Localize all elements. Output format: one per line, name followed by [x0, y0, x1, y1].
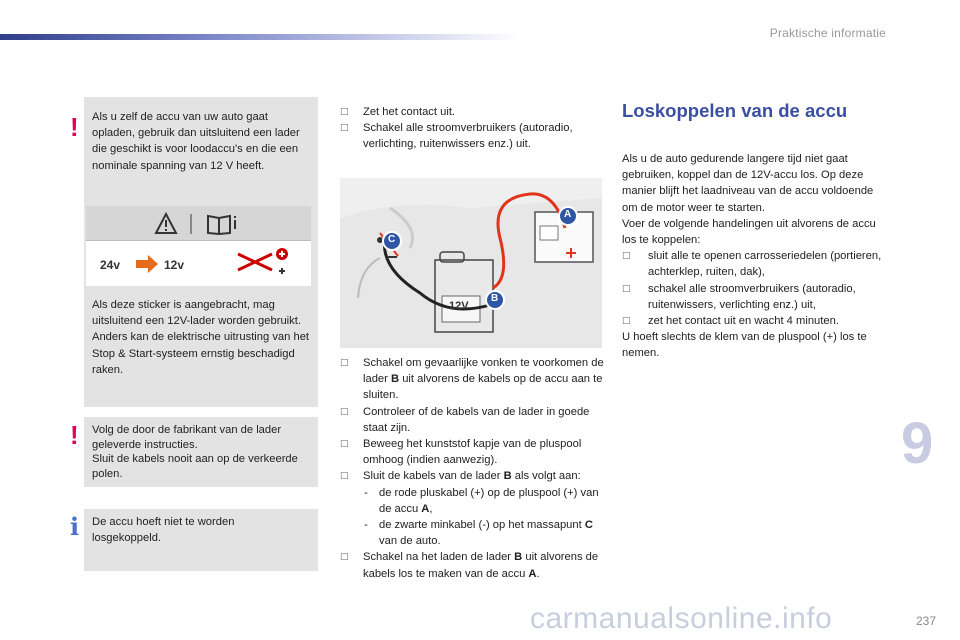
- white-square-bullet-icon: □: [622, 283, 631, 294]
- warning-instructions-line2: Sluit de kabels nooit aan op de verkeerde polen.: [92, 453, 298, 480]
- list-subitem: - de zwarte minkabel (-) op het massapunt C van de auto.: [364, 519, 593, 548]
- list-item: □ Controleer of de kabels van de lader in goede staat zijn.: [340, 405, 590, 434]
- disconnect-paragraph-2: Voer de volgende handelingen uit alvorens de accu los te koppelen:: [622, 217, 876, 247]
- warning-instructions-line1: Volg de door de fabrikant van de lader geleverde instructies.: [92, 424, 282, 451]
- chapter-number: 9: [901, 411, 934, 476]
- steps-bottom-list: [340, 355, 605, 582]
- list-item: □ Sluit de kabels van de lader B als volgt aan:: [340, 468, 605, 484]
- white-square-bullet-icon: □: [340, 358, 349, 368]
- white-square-bullet-icon: □: [340, 439, 349, 450]
- white-square-bullet-icon: □: [340, 123, 349, 134]
- white-square-bullet-icon: □: [340, 406, 349, 417]
- list-item: □ Zet het contact uit.: [340, 104, 605, 120]
- charger-label: 12V: [449, 300, 469, 312]
- section-title: Praktische informatie: [769, 26, 886, 40]
- white-square-bullet-icon: □: [340, 107, 349, 117]
- watermark: carmanualsonline.info: [530, 602, 833, 635]
- badge-a: A: [564, 209, 572, 220]
- list-item: □ Schakel alle stroomverbruikers (autoradio, verlichting, ruitenwissers enz.) uit.: [340, 122, 573, 151]
- disconnect-paragraph-3: U hoeft slechts de klem van de pluspool (+) los te nemen.: [622, 331, 867, 360]
- info-icon: i: [70, 512, 80, 541]
- white-square-bullet-icon: □: [622, 251, 631, 262]
- badge-c: C: [388, 234, 396, 245]
- page-title: Loskoppelen van de accu: [622, 100, 848, 121]
- header-gradient-bar: [0, 34, 520, 40]
- warning-triangle-book-icon: [86, 206, 311, 240]
- info-text: De accu hoeft niet te worden losgekoppeld.: [92, 516, 235, 545]
- list-item: □ Beweeg het kunststof kapje van de pluspool omhoog (indien aanwezig).: [340, 438, 582, 467]
- white-square-bullet-icon: □: [340, 471, 349, 482]
- white-square-bullet-icon: □: [622, 316, 631, 327]
- list-subitem: - de rode pluskabel (+) op de pluspool (+) van de accu A,: [364, 486, 599, 515]
- warning-instructions-text: [92, 423, 312, 481]
- sticker-label-12v: 12v: [164, 258, 185, 272]
- list-item: □ schakel alle stroomverbruikers (autoradio, ruitenwissers, verlichting enz.) uit,: [622, 282, 856, 311]
- engine-bay-illustration: [340, 178, 602, 348]
- stop-start-sticker: [86, 206, 311, 286]
- exclamation-icon: !: [70, 420, 79, 450]
- steps-top-list: [340, 104, 605, 153]
- disconnect-section: [622, 151, 887, 362]
- disconnect-paragraph-1: Als u de auto gedurende langere tijd niet gaat gebruiken, koppel dan de 12V-accu los. Op deze manier blijft het laadniveau van de accu voldoende om de motor weer te starten.: [622, 153, 874, 214]
- exclamation-icon: !: [70, 112, 79, 142]
- white-square-bullet-icon: □: [340, 552, 349, 563]
- page-number: 237: [915, 614, 936, 628]
- list-item: □ Schakel na het laden de lader B uit alvorens de kabels los te maken van de accu A.: [340, 551, 599, 580]
- badge-b: B: [491, 293, 499, 304]
- sticker-label-24v: 24v: [100, 258, 121, 272]
- battery-charging-photo: [340, 178, 602, 348]
- list-item: □ Schakel om gevaarlijke vonken te voorkomen de lader B uit alvorens de kabels op de accu aan te sluiten.: [340, 357, 604, 402]
- warning-sticker-text: Als deze sticker is aangebracht, mag uitsluitend een 12V-lader worden gebruikt. Anders kan de elektrische uitrusting van het Stop & Start-systeem ernstig beschadigd raken.: [92, 299, 310, 376]
- sticker-top-band: [86, 206, 311, 241]
- list-item: □ zet het contact uit en wacht 4 minuten.: [622, 313, 887, 329]
- list-item: □ sluit alle te openen carrosseriedelen (portieren, achterklep, ruiten, dak),: [622, 250, 882, 279]
- warning-charger-text: Als u zelf de accu van uw auto gaat opladen, gebruik dan uitsluitend een lader die geschikt is voor loodaccu's en die een nominale spanning van 12 V heeft.: [92, 111, 300, 172]
